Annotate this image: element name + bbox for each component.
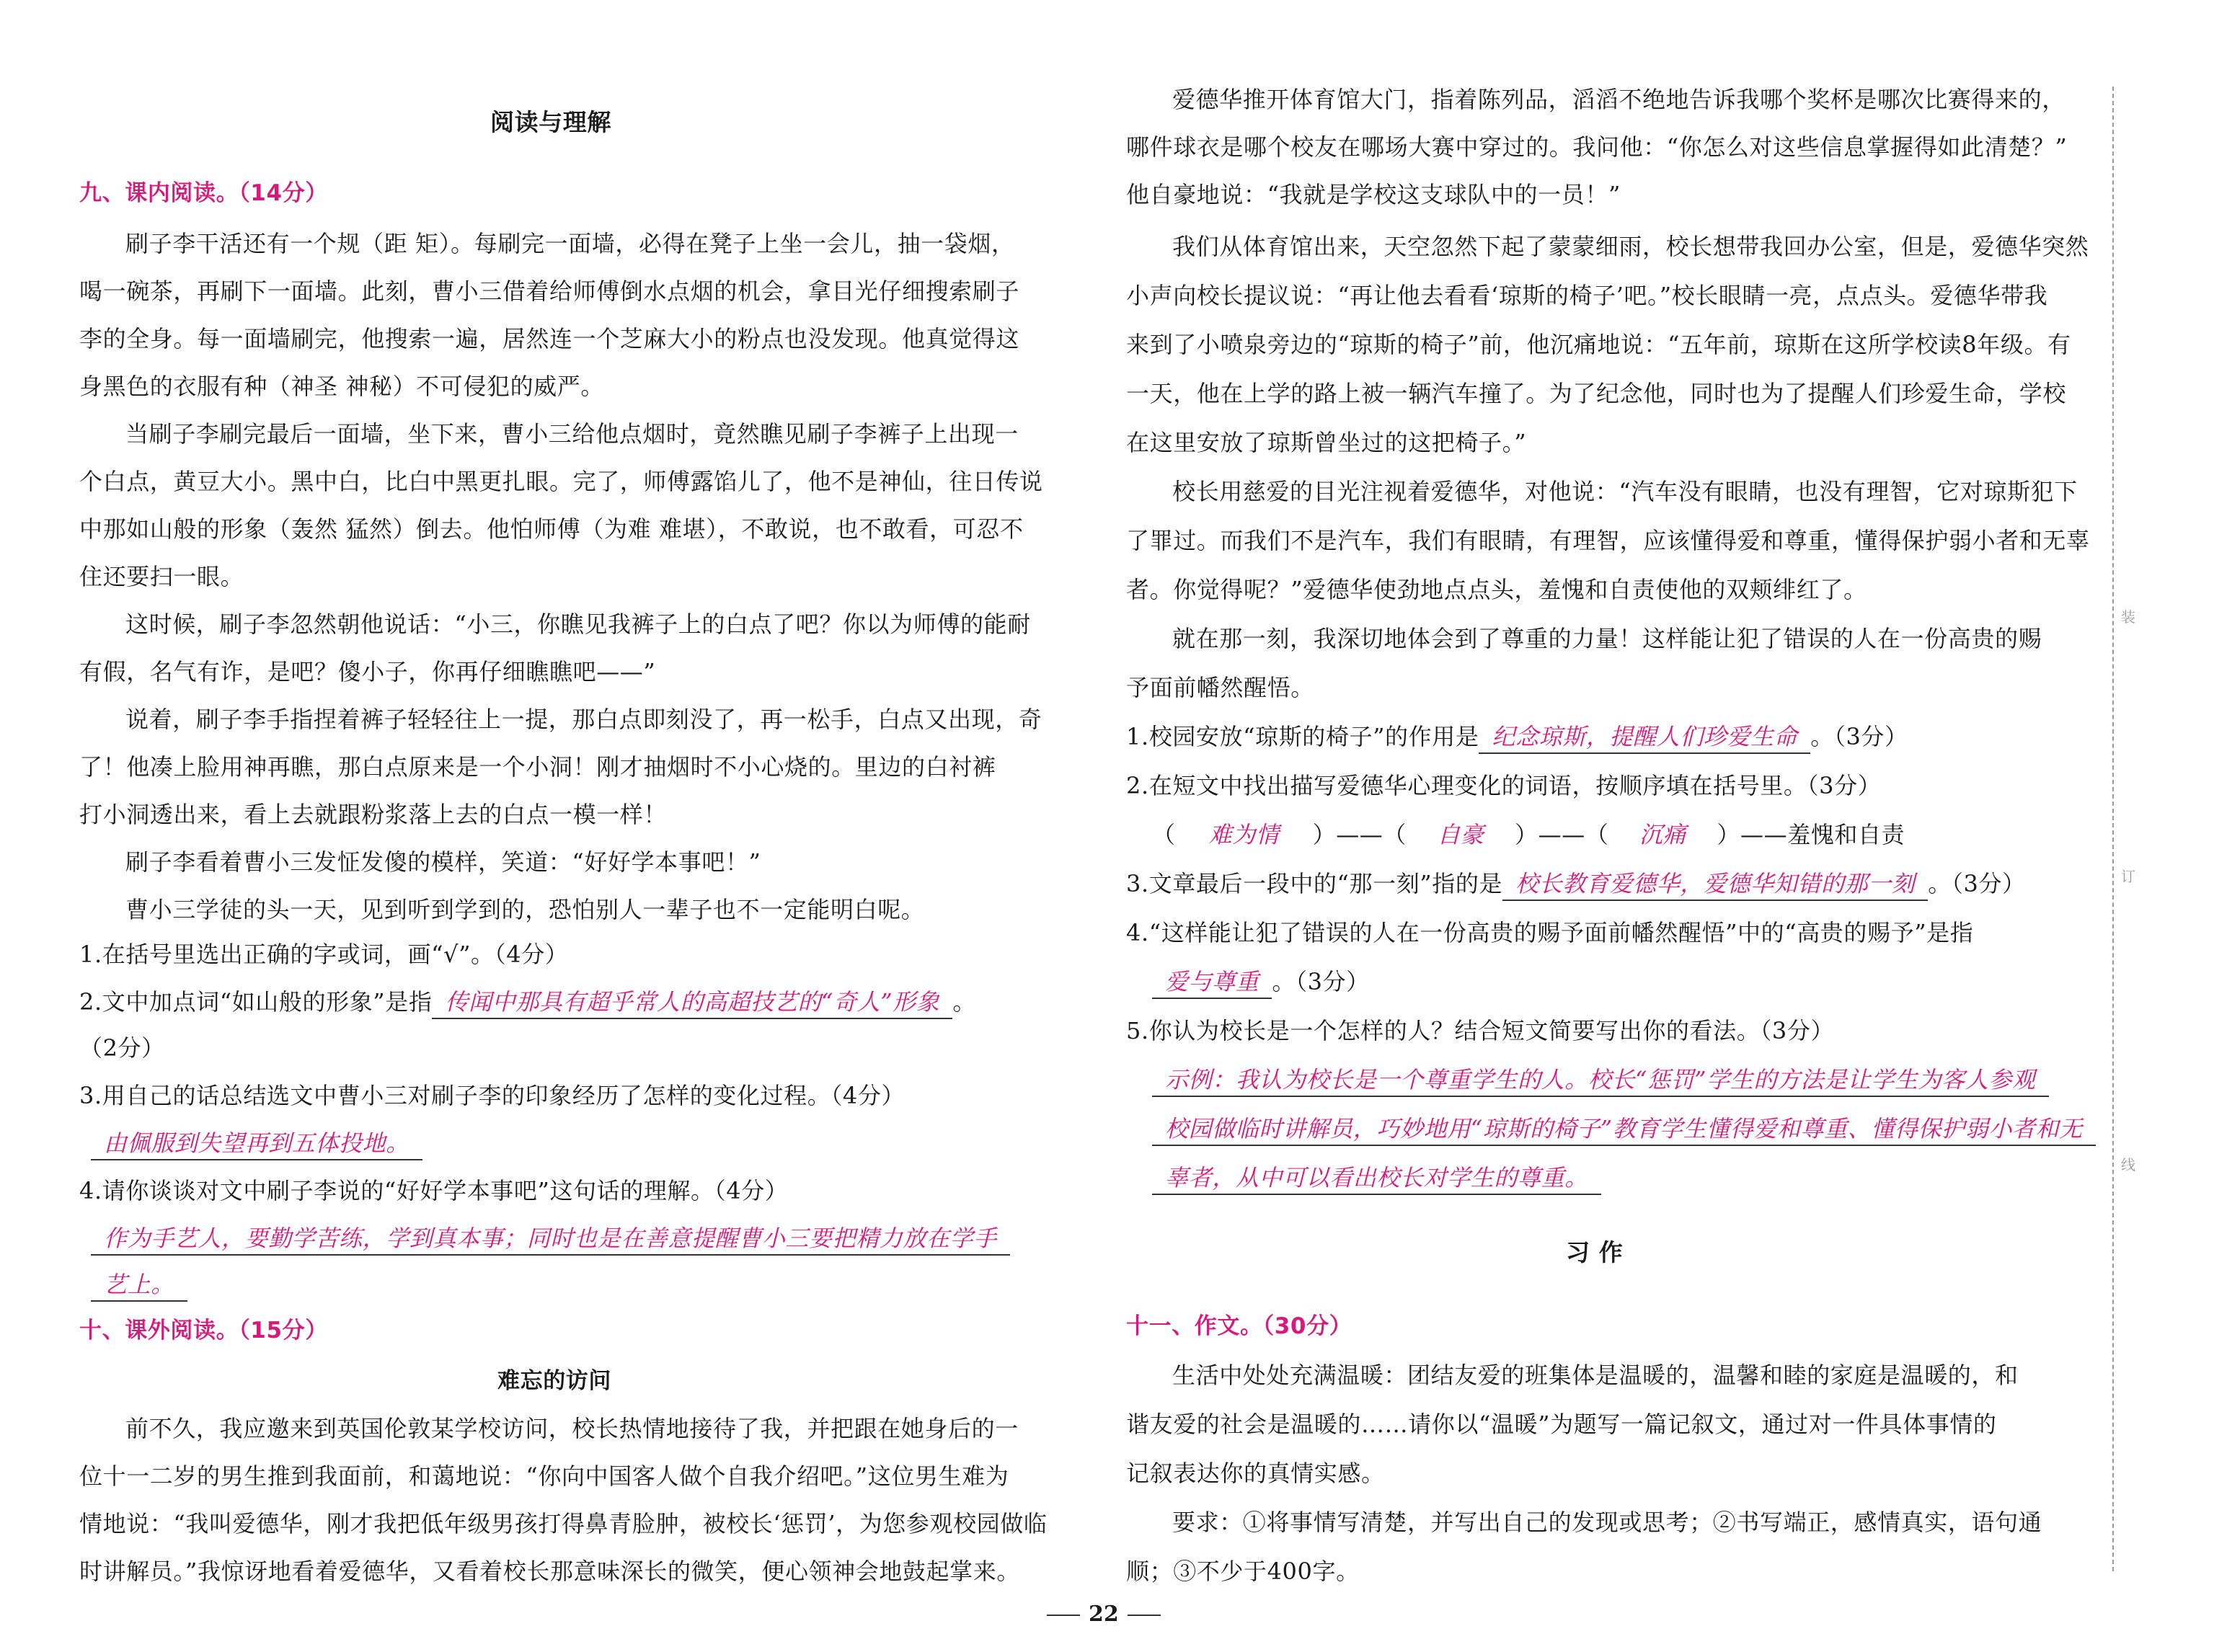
requirement-line: 顺；③不少于400字。: [1126, 1558, 1360, 1585]
question-5-answer: 校园做临时讲解员，巧妙地用“琼斯的椅子”教育学生懂得爱和尊重、懂得保护弱小者和无: [1152, 1115, 2096, 1146]
prompt-line: 谐友爱的社会是温暖的……请你以“温暖”为题写一篇记叙文，通过对一件具体事情的: [1126, 1411, 1997, 1438]
passage-line: 个白点，黄豆大小。黑中白，比白中黑更扎眼。完了，师傅露馅儿了，他不是神仙，往日传说: [79, 468, 1043, 495]
story-line: 一天，他在上学的路上被一辆汽车撞了。为了纪念他，同时也为了提醒人们珍爱生命，学校: [1126, 380, 2067, 407]
story-line: 了罪过。而我们不是汽车，我们有眼睛，有理智，应该懂得爱和尊重，懂得保护弱小者和无辜: [1126, 527, 2090, 554]
question-2: 2.在短文中找出描写爱德华心理变化的词语，按顺序填在括号里。（3分）: [1126, 772, 1882, 799]
question-2-text: 2.文中加点词“如山般的形象”是指: [79, 988, 433, 1016]
passage-line: 住还要扫一眼。: [79, 563, 244, 590]
story-line: 哪件球衣是哪个校友在哪场大赛中穿过的。我问他：“你怎么对这些信息掌握得如此清楚？”: [1126, 133, 2068, 161]
question-1-end: 。（3分）: [1810, 723, 1908, 750]
question-4-answer-line: [1152, 967, 1370, 996]
section-10-heading: 十、课外阅读。（15分）: [79, 1318, 328, 1344]
question-5-answer-line: [1152, 1114, 2096, 1143]
question-3: 3.用自己的话总结选文中曹小三对刷子李的印象经历了怎样的变化过程。（4分）: [79, 1082, 906, 1109]
passage-line: 刷子李看着曹小三发怔发傻的模样，笑道：“好好学本事吧！”: [125, 848, 761, 876]
passage-line: 刷子李干活还有一个规（距 矩）。每刷完一面墙，必得在凳子上坐一会儿，抽一袋烟，: [125, 230, 1015, 257]
story-line: 我们从体育馆出来，天空忽然下起了蒙蒙细雨，校长想带我回办公室，但是，爱德华突然: [1172, 233, 2089, 260]
story-line: 位十一二岁的男生推到我面前，和蔼地说：“你向中国客人做个自我介绍吧。”这位男生难为: [79, 1462, 1009, 1490]
passage-line: 有假，名气有诈，是吧？傻小子，你再仔细瞧瞧吧——”: [79, 658, 656, 685]
story-title: 难忘的访问: [497, 1368, 611, 1394]
question-2-end: 。: [952, 988, 976, 1016]
story-line: 他自豪地说：“我就是学校这支球队中的一员！”: [1126, 181, 1621, 208]
question-4: 4.请你谈谈对文中刷子李说的“好好学本事吧”这句话的理解。（4分）: [79, 1177, 789, 1204]
question-3-answer: 由佩服到失望再到五体投地。: [91, 1129, 422, 1160]
question-5-answer: 辜者，从中可以看出校长对学生的尊重。: [1152, 1164, 1601, 1195]
prompt-line: 记叙表达你的真情实感。: [1126, 1460, 1385, 1487]
page-number-value: 22: [1089, 1602, 1119, 1627]
question-3-answer: 校长教育爱德华，爱德华知错的那一刻: [1502, 870, 1928, 901]
passage-line: 说着，刷子李手指捏着裤子轻轻往上一提，那白点即刻没了，再一松手，白点又出现，奇: [125, 706, 1042, 733]
passage-line: 李的全身。每一面墙刷完，他搜索一遍，居然连一个芝麻大小的粉点也没发现。他真觉得这: [79, 325, 1020, 352]
bracket-dash: ）——（: [1312, 821, 1407, 848]
word-answer-2: 自豪: [1437, 821, 1484, 848]
bracket-end: ）: [1717, 821, 1741, 848]
binding-label: 装: [2121, 608, 2135, 626]
word-final: ——羞愧和自责: [1740, 821, 1905, 848]
story-line: 在这里安放了琼斯曾坐过的这把椅子。”: [1126, 429, 1527, 456]
question-4-answer-line: [91, 1270, 187, 1299]
bracket-dash: ）——（: [1515, 821, 1609, 848]
section-title-writing: 习 作: [1566, 1238, 1624, 1266]
passage-line: 身黑色的衣服有种（神圣 神秘）不可侵犯的威严。: [79, 373, 604, 400]
question-4-end: 。（3分）: [1272, 968, 1370, 995]
page-number: [1038, 1602, 1169, 1627]
question-4-answer: 艺上。: [91, 1271, 187, 1302]
binding-label: 线: [2121, 1156, 2135, 1173]
prompt-line: 生活中处处充满温暖：团结友爱的班集体是温暖的，温馨和睦的家庭是温暖的，和: [1172, 1362, 2019, 1389]
question-5-answer: 示例：我认为校长是一个尊重学生的人。校长“惩罚”学生的方法是让学生为客人参观: [1152, 1066, 2049, 1097]
question-2-score: （2分）: [79, 1034, 165, 1062]
question-1: 1.在括号里选出正确的字或词，画“√”。（4分）: [79, 941, 569, 968]
binding-dashed-line: [2112, 86, 2114, 1571]
question-1: [1126, 722, 1908, 751]
question-2-answer-line: [1152, 820, 1905, 849]
question-1-answer: 纪念琼斯，提醒人们珍爱生命: [1479, 723, 1810, 754]
passage-line: 曹小三学徒的头一天，见到听到学到的，恐怕别人一辈子也不一定能明白呢。: [125, 896, 925, 923]
question-4-answer-line: [91, 1224, 1010, 1253]
word-answer-1: 难为情: [1208, 821, 1280, 848]
bracket: （: [1152, 821, 1176, 848]
question-3: [1126, 869, 2026, 898]
question-2-answer: 传闻中那具有超乎常人的高超技艺的“奇人”形象: [432, 988, 952, 1019]
page-number-dash: [1128, 1615, 1161, 1616]
section-11-heading: 十一、作文。（30分）: [1126, 1313, 1352, 1339]
passage-line: 当刷子李刷完最后一面墙，坐下来，曹小三给他点烟时，竟然瞧见刷子李裤子上出现一: [125, 420, 1019, 448]
question-3-answer-line: [91, 1129, 422, 1158]
passage-line: 这时候，刷子李忽然朝他说话：“小三，你瞧见我裤子上的白点了吧？你以为师傅的能耐: [125, 610, 1031, 638]
question-3-text: 3.文章最后一段中的“那一刻”指的是: [1126, 870, 1503, 897]
story-line: 时讲解员。”我惊讶地看着爱德华，又看着校长那意味深长的微笑，便心领神会地鼓起掌来。: [79, 1558, 1020, 1585]
passage-line: 打小洞透出来，看上去就跟粉浆落上去的白点一模一样！: [79, 801, 668, 828]
question-4-answer: 爱与尊重: [1152, 968, 1272, 999]
section-9-heading: 九、课内阅读。（14分）: [79, 180, 328, 206]
word-answer-3: 沉痛: [1639, 821, 1687, 848]
question-5-answer-line: [1152, 1065, 2049, 1094]
passage-line: 了！他凑上脸用神再瞧，那白点原来是一个小洞！刚才抽烟时不小心烧的。里边的白衬裤: [79, 753, 996, 781]
story-line: 前不久，我应邀来到英国伦敦某学校访问，校长热情地接待了我，并把跟在她身后的一: [125, 1415, 1019, 1442]
story-line: 情地说：“我叫爱德华，刚才我把低年级男孩打得鼻青脸肿，被校长‘惩罚’，为您参观校园做临: [79, 1510, 1048, 1537]
binding-label: 订: [2121, 868, 2135, 885]
question-5-answer-line: [1152, 1163, 1601, 1192]
story-line: 来到了小喷泉旁边的“琼斯的椅子”前，他沉痛地说：“五年前，琼斯在这所学校读8年级。有: [1126, 331, 2071, 358]
story-line: 予面前幡然醒悟。: [1126, 674, 1314, 701]
question-2: [79, 987, 976, 1016]
question-4-answer: 作为手艺人，要勤学苦练，学到真本事；同时也是在善意提醒曹小三要把精力放在学手: [91, 1225, 1010, 1256]
story-line: 者。你觉得呢？”爱德华使劲地点点头，羞愧和自责使他的双颊绯红了。: [1126, 576, 1867, 603]
passage-line: 中那如山般的形象（轰然 猛然）倒去。他怕师傅（为难 难堪），不敢说，也不敢看，可忍不: [79, 515, 1024, 543]
question-4: 4.“这样能让犯了错误的人在一份高贵的赐予面前幡然醒悟”中的“高贵的赐予”是指: [1126, 919, 1974, 946]
story-line: 小声向校长提议说：“再让他去看看‘琼斯的椅子’吧。”校长眼睛一亮，点点头。爱德华带我: [1126, 282, 2048, 309]
question-5: 5.你认为校长是一个怎样的人？结合短文简要写出你的看法。（3分）: [1126, 1017, 1835, 1044]
story-line: 就在那一刻，我深切地体会到了尊重的力量！这样能让犯了错误的人在一份高贵的赐: [1172, 625, 2042, 652]
story-line: 校长用慈爱的目光注视着爱德华，对他说：“汽车没有眼睛，也没有理智，它对琼斯犯下: [1172, 478, 2078, 505]
passage-line: 喝一碗茶，再刷下一面墙。此刻，曹小三借着给师傅倒水点烟的机会，拿目光仔细搜索刷子: [79, 277, 1020, 305]
question-3-end: 。（3分）: [1928, 870, 2026, 897]
question-1-text: 1.校园安放“琼斯的椅子”的作用是: [1126, 723, 1479, 750]
requirement-line: 要求：①将事情写清楚，并写出自己的发现或思考；②书写端正，感情真实，语句通: [1172, 1509, 2042, 1536]
story-line: 爱德华推开体育馆大门，指着陈列品，滔滔不绝地告诉我哪个奖杯是哪次比赛得来的，: [1172, 86, 2066, 113]
page-number-dash: [1047, 1615, 1080, 1616]
section-title-reading: 阅读与理解: [490, 108, 611, 136]
